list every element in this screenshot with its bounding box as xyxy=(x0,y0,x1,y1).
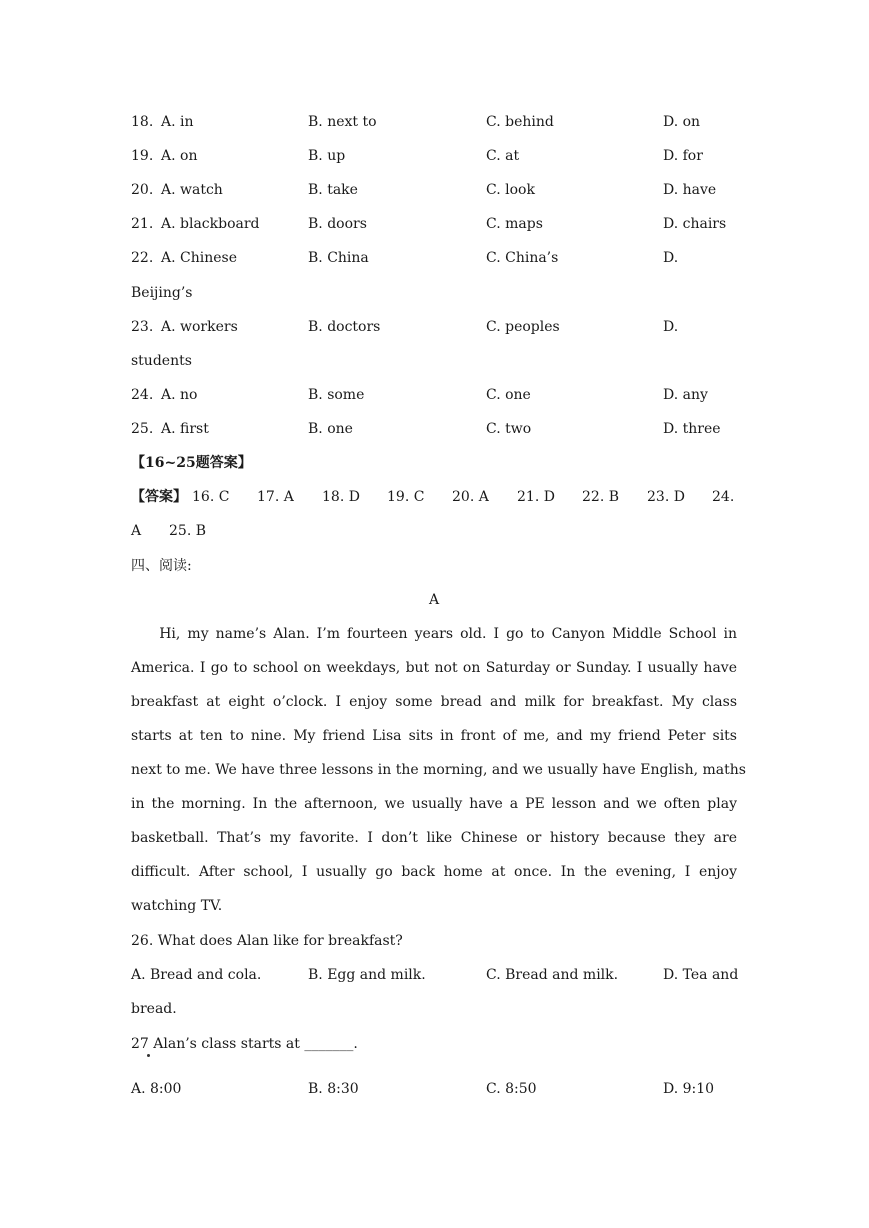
passage-line: basketball. That’s my favorite. I don’t like Chinese or history because they are xyxy=(131,830,737,846)
option-c: C. Bread and milk. xyxy=(486,967,619,983)
option-b: B. doctors xyxy=(308,319,381,335)
passage-line: Hi, my name’s Alan. I’m fourteen years old. I go to Canyon Middle School in xyxy=(131,626,737,642)
option-b: B. some xyxy=(308,387,365,403)
passage-title: A xyxy=(429,592,440,608)
option-c: C. China’s xyxy=(486,250,559,266)
option-a: A. in xyxy=(161,114,194,130)
option-d: D. three xyxy=(663,421,721,437)
option-b: B. next to xyxy=(308,114,377,130)
passage-line: breakfast at eight o’clock. I enjoy some bread and milk for breakfast. My class xyxy=(131,694,737,710)
question-number: 21. xyxy=(131,216,154,232)
option-d: D. xyxy=(663,319,679,335)
option-a: A. blackboard xyxy=(161,216,260,232)
answer-item: 22. B xyxy=(582,489,620,505)
option-a: A. Bread and cola. xyxy=(131,967,262,983)
answer-item: 25. B xyxy=(169,523,207,539)
option-b: B. one xyxy=(308,421,353,437)
option-d: D. any xyxy=(663,387,708,403)
answer-label: 【答案】 xyxy=(131,489,187,505)
question-number: 19. xyxy=(131,148,154,164)
option-b: B. doors xyxy=(308,216,367,232)
option-b: B. 8:30 xyxy=(308,1081,359,1097)
option-a: A. on xyxy=(161,148,198,164)
option-c: C. two xyxy=(486,421,532,437)
option-b: B. take xyxy=(308,182,358,198)
option-b: B. Egg and milk. xyxy=(308,967,426,983)
passage-line: watching TV. xyxy=(131,898,223,914)
answer-item: 16. C xyxy=(192,489,230,505)
question-number: 23. xyxy=(131,319,154,335)
passage-line: America. I go to school on weekdays, but not on Saturday or Sunday. I usually have xyxy=(131,660,737,676)
option-c: C. one xyxy=(486,387,531,403)
option-c: C. 8:50 xyxy=(486,1081,537,1097)
option-d: D. xyxy=(663,250,679,266)
answer-item: 17. A xyxy=(257,489,294,505)
option-b: B. up xyxy=(308,148,346,164)
reading-passage xyxy=(131,625,746,931)
option-a: A. Chinese xyxy=(161,250,237,266)
option-c: C. at xyxy=(486,148,520,164)
answer-item: 24. xyxy=(712,489,735,505)
option-d: D. have xyxy=(663,182,717,198)
option-b: B. China xyxy=(308,250,369,266)
option-c: C. look xyxy=(486,182,535,198)
option-d: D. on xyxy=(663,114,701,130)
option-d: D. for xyxy=(663,148,703,164)
question-number: 25. xyxy=(131,421,154,437)
passage-line: next to me. We have three lessons in the morning, and we usually have English, maths xyxy=(131,762,746,778)
option-a: A. watch xyxy=(161,182,223,198)
question-number: 20. xyxy=(131,182,154,198)
passage-line: difficult. After school, I usually go back home at once. In the evening, I enjoy xyxy=(131,864,737,880)
question-stem: 26. What does Alan like for breakfast? xyxy=(131,933,403,949)
option-a: A. first xyxy=(161,421,209,437)
option-d: D. chairs xyxy=(663,216,727,232)
option-d-continued: Beijing’s xyxy=(131,285,193,301)
answer-item: A xyxy=(131,523,142,539)
passage-line: starts at ten to nine. My friend Lisa sits in front of me, and my friend Peter sits xyxy=(131,728,737,744)
answer-header: 【16~25题答案】 xyxy=(131,455,252,471)
passage-line: in the morning. In the afternoon, we usually have a PE lesson and we often play xyxy=(131,796,737,812)
option-a: A. no xyxy=(161,387,198,403)
answer-item: 19. C xyxy=(387,489,425,505)
option-a: A. 8:00 xyxy=(131,1081,182,1097)
question-number: 22. xyxy=(131,250,154,266)
option-d: D. Tea and xyxy=(663,967,739,983)
question-stem: 27 Alan’s class starts at _______. xyxy=(131,1036,358,1052)
option-d: D. 9:10 xyxy=(663,1081,715,1097)
option-a: A. workers xyxy=(161,319,238,335)
option-d-continued: students xyxy=(131,353,192,369)
option-d-continued: bread. xyxy=(131,1001,177,1017)
question-number: 18. xyxy=(131,114,154,130)
option-c: C. peoples xyxy=(486,319,560,335)
question-number: 24. xyxy=(131,387,154,403)
answer-item: 20. A xyxy=(452,489,489,505)
option-c: C. maps xyxy=(486,216,543,232)
section-heading: 四、阅读: xyxy=(131,558,192,574)
answer-item: 21. D xyxy=(517,489,555,505)
stray-dot-mark xyxy=(147,1054,150,1057)
answer-item: 18. D xyxy=(322,489,360,505)
option-c: C. behind xyxy=(486,114,554,130)
answer-item: 23. D xyxy=(647,489,685,505)
